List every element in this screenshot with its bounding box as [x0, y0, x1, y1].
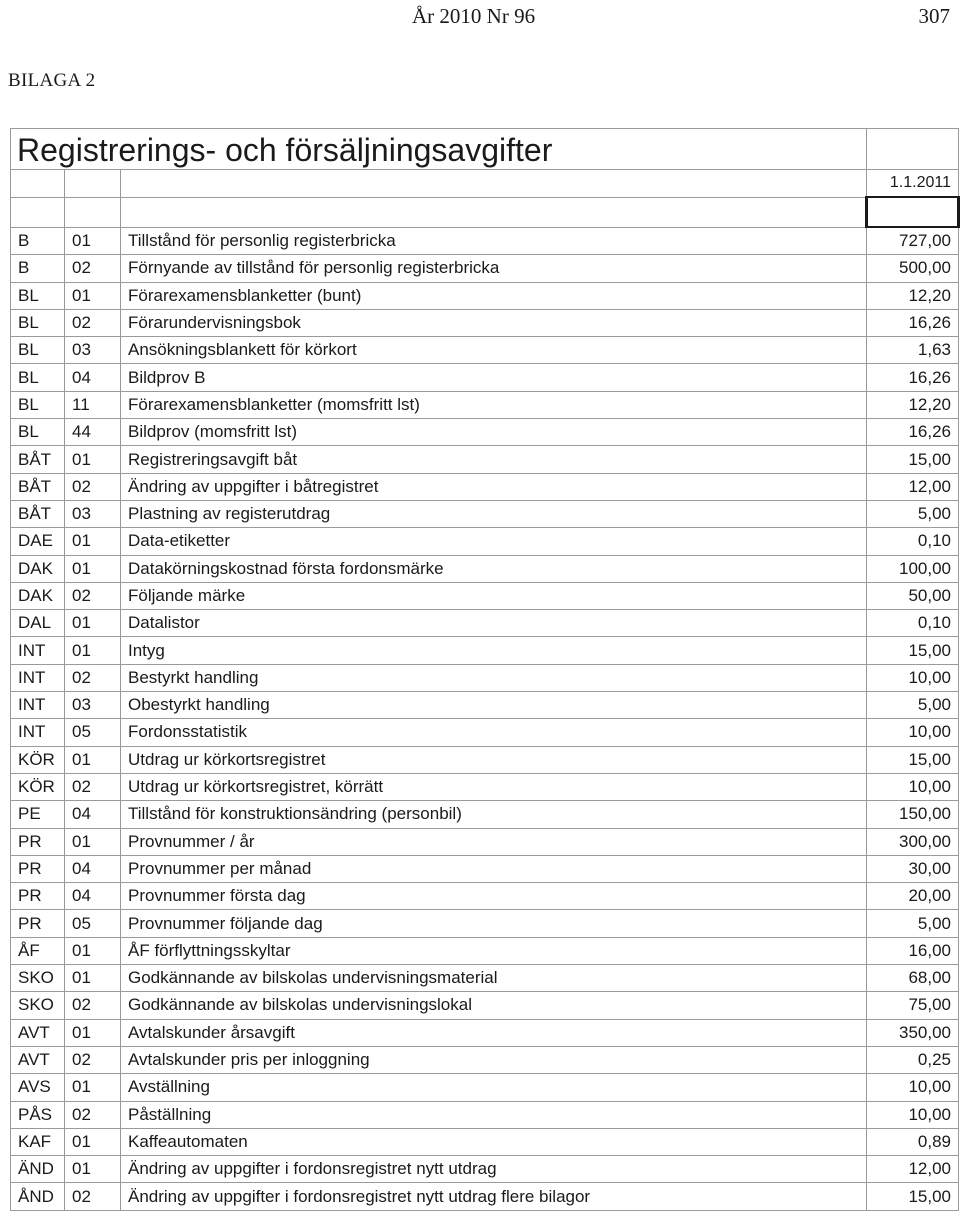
table-row: [11, 1101, 959, 1128]
fee-number: 01: [65, 610, 121, 637]
fee-number: 05: [65, 910, 121, 937]
table-row: [11, 855, 959, 882]
table-row: [11, 364, 959, 391]
table-row: [11, 255, 959, 282]
boxed-empty-cell: [867, 197, 959, 227]
fee-amount: 16,00: [867, 937, 959, 964]
fee-code: DAK: [11, 555, 65, 582]
fee-description: Avställning: [121, 1074, 867, 1101]
fee-amount: 50,00: [867, 582, 959, 609]
fee-number: 01: [65, 1156, 121, 1183]
fee-description: Registreringsavgift båt: [121, 446, 867, 473]
fee-amount: 5,00: [867, 692, 959, 719]
fee-code: SKO: [11, 992, 65, 1019]
fee-code: ÄND: [11, 1156, 65, 1183]
table-row: [11, 500, 959, 527]
fee-description: Utdrag ur körkortsregistret: [121, 746, 867, 773]
fee-description: Förarundervisningsbok: [121, 309, 867, 336]
fee-amount: 12,00: [867, 1156, 959, 1183]
fee-description: Tillstånd för personlig registerbricka: [121, 227, 867, 255]
fee-code: AVS: [11, 1074, 65, 1101]
fee-number: 01: [65, 555, 121, 582]
year-issue: År 2010 Nr 96: [412, 4, 536, 28]
fee-code: INT: [11, 664, 65, 691]
fee-number: 11: [65, 391, 121, 418]
fee-amount: 30,00: [867, 855, 959, 882]
fee-description: Godkännande av bilskolas undervisningsmaterial: [121, 965, 867, 992]
spacer-cell: [11, 197, 65, 227]
table-row: [11, 746, 959, 773]
fee-number: 02: [65, 992, 121, 1019]
fee-description: Förarexamensblanketter (bunt): [121, 282, 867, 309]
fee-number: 44: [65, 419, 121, 446]
fee-number: 03: [65, 500, 121, 527]
table-row: [11, 965, 959, 992]
fee-description: Förnyande av tillstånd för personlig registerbricka: [121, 255, 867, 282]
table-title: Registrerings- och försäljningsavgifter: [11, 129, 867, 170]
table-row: [11, 937, 959, 964]
fee-code: BÅT: [11, 446, 65, 473]
fee-code: KÖR: [11, 746, 65, 773]
fee-description: Godkännande av bilskolas undervisningslokal: [121, 992, 867, 1019]
fee-code: PR: [11, 855, 65, 882]
fee-number: 01: [65, 746, 121, 773]
fee-description: Provnummer första dag: [121, 883, 867, 910]
fee-amount: 5,00: [867, 910, 959, 937]
table-row: [11, 1128, 959, 1155]
fee-number: 02: [65, 773, 121, 800]
fee-amount: 10,00: [867, 1074, 959, 1101]
fee-description: Datalistor: [121, 610, 867, 637]
fee-amount: 10,00: [867, 719, 959, 746]
table-row: [11, 692, 959, 719]
fee-code: PE: [11, 801, 65, 828]
fee-number: 05: [65, 719, 121, 746]
fee-code: PR: [11, 828, 65, 855]
fee-amount: 1,63: [867, 337, 959, 364]
table-row: [11, 828, 959, 855]
fee-code: PÅS: [11, 1101, 65, 1128]
fee-table: [10, 128, 960, 1211]
fee-description: Ansökningsblankett för körkort: [121, 337, 867, 364]
table-row: [11, 1074, 959, 1101]
fee-number: 01: [65, 1019, 121, 1046]
appendix-label: BILAGA 2: [8, 70, 96, 91]
fee-amount: 68,00: [867, 965, 959, 992]
fee-amount: 15,00: [867, 746, 959, 773]
fee-number: 01: [65, 227, 121, 255]
table-row: [11, 773, 959, 800]
fee-amount: 12,20: [867, 391, 959, 418]
table-row: [11, 528, 959, 555]
table-row: [11, 227, 959, 255]
fee-number: 02: [65, 1101, 121, 1128]
table-row: [11, 883, 959, 910]
fee-number: 01: [65, 282, 121, 309]
fee-number: 01: [65, 528, 121, 555]
fee-code: BL: [11, 309, 65, 336]
fee-description: Avtalskunder pris per inloggning: [121, 1046, 867, 1073]
table-row: [11, 910, 959, 937]
fee-number: 02: [65, 582, 121, 609]
fee-amount: 0,10: [867, 610, 959, 637]
fee-code: BL: [11, 419, 65, 446]
fee-description: Datakörningskostnad första fordonsmärke: [121, 555, 867, 582]
fee-description: Bildprov B: [121, 364, 867, 391]
fee-code: AVT: [11, 1019, 65, 1046]
fee-code: SKO: [11, 965, 65, 992]
fee-amount: 16,26: [867, 419, 959, 446]
table-row: [11, 582, 959, 609]
fee-amount: 0,10: [867, 528, 959, 555]
fee-code: KAF: [11, 1128, 65, 1155]
date-row-empty-cell: [65, 170, 121, 198]
fee-description: Provnummer följande dag: [121, 910, 867, 937]
fee-number: 04: [65, 883, 121, 910]
fee-amount: 500,00: [867, 255, 959, 282]
fee-code: DAE: [11, 528, 65, 555]
page-header: [0, 2, 960, 32]
spacer-cell: [65, 197, 121, 227]
fee-amount: 10,00: [867, 773, 959, 800]
fee-amount: 10,00: [867, 664, 959, 691]
fee-code: BÅT: [11, 473, 65, 500]
fee-amount: 16,26: [867, 364, 959, 391]
fee-code: INT: [11, 692, 65, 719]
fee-number: 04: [65, 364, 121, 391]
fee-description: Fordonsstatistik: [121, 719, 867, 746]
fee-number: 04: [65, 801, 121, 828]
fee-amount: 5,00: [867, 500, 959, 527]
fee-amount: 16,26: [867, 309, 959, 336]
fee-number: 01: [65, 637, 121, 664]
fee-code: BL: [11, 391, 65, 418]
table-row: [11, 555, 959, 582]
table-row: [11, 1019, 959, 1046]
fee-description: Ändring av uppgifter i fordonsregistret nytt utdrag flere bilagor: [121, 1183, 867, 1210]
fee-code: PR: [11, 910, 65, 937]
fee-description: Förarexamensblanketter (momsfritt lst): [121, 391, 867, 418]
fee-amount: 350,00: [867, 1019, 959, 1046]
fee-number: 02: [65, 255, 121, 282]
fee-number: 01: [65, 1128, 121, 1155]
fee-code: B: [11, 227, 65, 255]
spacer-row: [11, 197, 959, 227]
fee-description: Provnummer per månad: [121, 855, 867, 882]
fee-code: BL: [11, 364, 65, 391]
fee-number: 01: [65, 1074, 121, 1101]
fee-code: ÅF: [11, 937, 65, 964]
table-row: [11, 637, 959, 664]
title-empty-cell: [867, 129, 959, 170]
fee-description: Intyg: [121, 637, 867, 664]
table-row: [11, 282, 959, 309]
table-row: [11, 1183, 959, 1210]
fee-description: ÅF förflyttningsskyltar: [121, 937, 867, 964]
fee-amount: 10,00: [867, 1101, 959, 1128]
table-row: [11, 391, 959, 418]
fee-amount: 15,00: [867, 446, 959, 473]
fee-number: 01: [65, 828, 121, 855]
table-row: [11, 309, 959, 336]
fee-number: 03: [65, 337, 121, 364]
fee-amount: 300,00: [867, 828, 959, 855]
fee-number: 04: [65, 855, 121, 882]
date-row: [11, 170, 959, 198]
fee-description: Följande märke: [121, 582, 867, 609]
fee-number: 03: [65, 692, 121, 719]
fee-description: Utdrag ur körkortsregistret, körrätt: [121, 773, 867, 800]
fee-code: KÖR: [11, 773, 65, 800]
table-row: [11, 419, 959, 446]
date-row-empty-cell: [11, 170, 65, 198]
table-row: [11, 1046, 959, 1073]
table-row: [11, 801, 959, 828]
fee-description: Bildprov (momsfritt lst): [121, 419, 867, 446]
fee-code: DAK: [11, 582, 65, 609]
fee-number: 02: [65, 664, 121, 691]
table-row: [11, 664, 959, 691]
fee-description: Ändring av uppgifter i båtregistret: [121, 473, 867, 500]
title-row: [11, 129, 959, 170]
table-row: [11, 992, 959, 1019]
fee-number: 02: [65, 1183, 121, 1210]
table-row: [11, 1156, 959, 1183]
fee-amount: 0,25: [867, 1046, 959, 1073]
table-row: [11, 610, 959, 637]
fee-amount: 727,00: [867, 227, 959, 255]
fee-code: PR: [11, 883, 65, 910]
fee-amount: 15,00: [867, 637, 959, 664]
fee-amount: 12,20: [867, 282, 959, 309]
fee-amount: 75,00: [867, 992, 959, 1019]
fee-description: Obestyrkt handling: [121, 692, 867, 719]
table-row: [11, 337, 959, 364]
fee-description: Kaffeautomaten: [121, 1128, 867, 1155]
fee-number: 01: [65, 965, 121, 992]
fee-number: 02: [65, 473, 121, 500]
fee-code: ÅND: [11, 1183, 65, 1210]
fee-code: B: [11, 255, 65, 282]
fee-amount: 20,00: [867, 883, 959, 910]
fee-amount: 150,00: [867, 801, 959, 828]
fee-code: BL: [11, 337, 65, 364]
fee-number: 01: [65, 937, 121, 964]
fee-number: 01: [65, 446, 121, 473]
fee-code: AVT: [11, 1046, 65, 1073]
fee-amount: 100,00: [867, 555, 959, 582]
fee-description: Ändring av uppgifter i fordonsregistret nytt utdrag: [121, 1156, 867, 1183]
fee-description: Tillstånd för konstruktionsändring (personbil): [121, 801, 867, 828]
page-number: 307: [918, 4, 950, 28]
fee-number: 02: [65, 1046, 121, 1073]
fee-amount: 15,00: [867, 1183, 959, 1210]
table-row: [11, 719, 959, 746]
fee-description: Provnummer / år: [121, 828, 867, 855]
fee-amount: 12,00: [867, 473, 959, 500]
fee-code: INT: [11, 637, 65, 664]
fee-description: Data-etiketter: [121, 528, 867, 555]
fee-code: BÅT: [11, 500, 65, 527]
fee-amount: 0,89: [867, 1128, 959, 1155]
fee-description: Bestyrkt handling: [121, 664, 867, 691]
date-row-empty-cell: [121, 170, 867, 198]
spacer-cell: [121, 197, 867, 227]
fee-code: DAL: [11, 610, 65, 637]
fee-description: Plastning av registerutdrag: [121, 500, 867, 527]
date-cell: 1.1.2011: [867, 170, 959, 198]
fee-description: Påställning: [121, 1101, 867, 1128]
fee-code: BL: [11, 282, 65, 309]
fee-code: INT: [11, 719, 65, 746]
fee-number: 02: [65, 309, 121, 336]
table-row: [11, 473, 959, 500]
fee-description: Avtalskunder årsavgift: [121, 1019, 867, 1046]
table-row: [11, 446, 959, 473]
